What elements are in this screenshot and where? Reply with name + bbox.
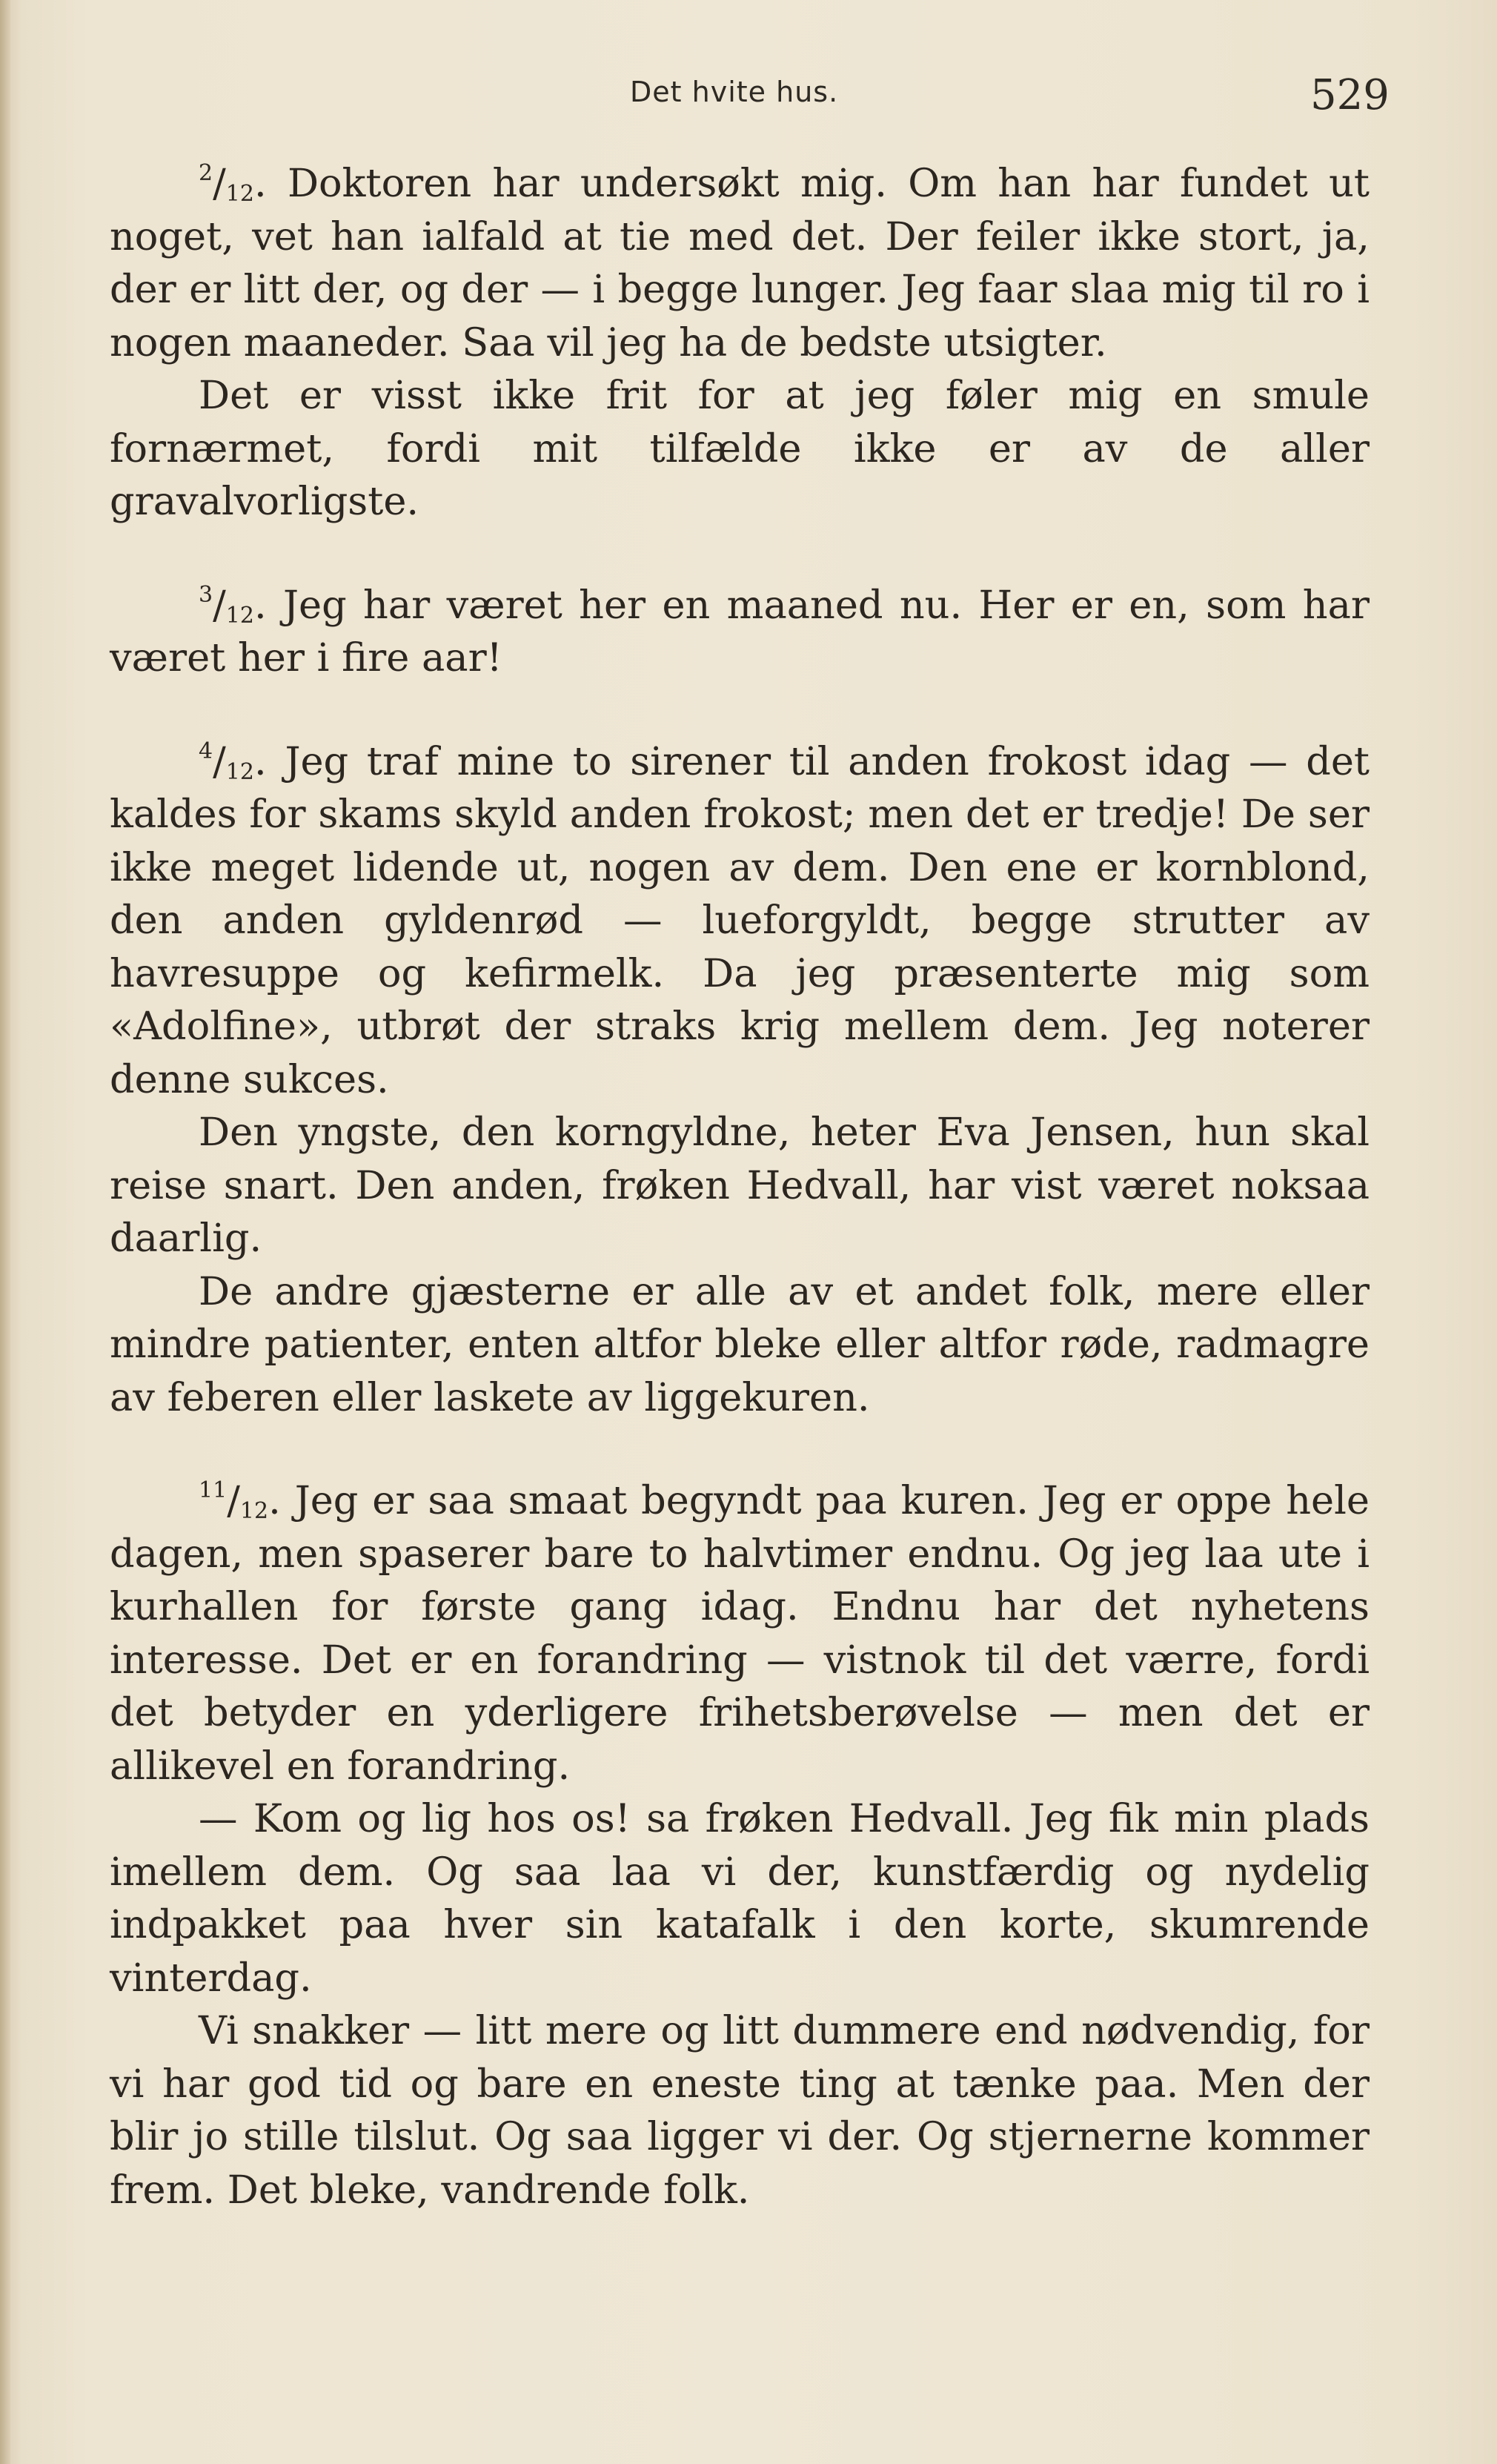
diary-entry [110,735,1370,1425]
diary-entry [110,1474,1370,2216]
entry-date: $^2/_{12}$. [199,160,267,207]
entry-paragraph: $^{11}/_{12}$. Jeg er saa smaat begyndt paa kuren. Jeg er oppe hele dagen, men spaserer bare to halvtimer endnu. Og jeg laa ute i kurhallen for første gang idag. Endnu har det nyhetens interesse. Det er en forandring — vistnok til det værre, fordi det betyder en yderligere frihetsberøvelse — men det er allikevel en forandring. [110,1477,1370,1789]
page-header [0,71,1497,130]
entry-paragraph: Det er visst ikke frit for at jeg føler mig en smule fornærmet, fordi mit tilfælde ikke er av de aller gravalvorligste. [110,373,1370,524]
body-text [110,157,1370,2216]
running-title: Det hvite hus. [630,76,839,108]
diary-entry [110,157,1370,529]
entry-paragraph: — Kom og lig hos os! sa frøken Hedvall. Jeg fik min plads imellem dem. Og saa laa vi der, kunstfærdig og nydelig indpakket paa hver sin katafalk i den korte, skumrende vinterdag. [110,1796,1370,2001]
entry-date: $^{11}/_{12}$. [199,1477,281,1524]
entry-paragraph: Vi snakker — litt mere og litt dummere end nødvendig, for vi har god tid og bare en eneste ting at tænke paa. Men der blir jo stille tilslut. Og saa ligger vi der. Og stjernerne kommer frem. Det bleke, vandrende folk. [110,2008,1370,2213]
entry-paragraph: $^4/_{12}$. Jeg traf mine to sirener til anden frokost idag — det kaldes for skams skyld anden frokost; men det er tredje! De ser ikke meget lidende ut, nogen av dem. Den ene er kornblond, den anden gyldenrød — lueforgyldt, begge strutter av havresuppe og kefirmelk. Da jeg præsenterte mig som «Adolfine», utbrøt der straks krig mellem dem. Jeg noterer denne sukces. [110,738,1370,1102]
entry-date: $^4/_{12}$. [199,738,267,785]
entry-paragraph: Den yngste, den korngyldne, heter Eva Jensen, hun skal reise snart. Den anden, frøken Hedvall, har vist været noksaa daarlig. [110,1110,1370,1261]
entry-date: $^3/_{12}$. [199,581,267,629]
entry-paragraph: $^2/_{12}$. Doktoren har undersøkt mig. Om han har fundet ut noget, vet han ialfald at tie med det. Der feiler ikke stort, ja, der er litt der, og der — i begge lunger. Jeg faar slaa mig til ro i nogen maaneder. Saa vil jeg ha de bedste utsigter. [110,160,1370,365]
diary-entry [110,579,1370,685]
entry-paragraph: De andre gjæsterne er alle av et andet folk, mere eller mindre patienter, enten altfor bleke eller altfor røde, radmagre av feberen eller laskete av liggekuren. [110,1268,1370,1420]
page-number: 529 [1310,71,1390,119]
entry-paragraph: $^3/_{12}$. Jeg har været her en maaned nu. Her er en, som har været her i fire aar! [110,581,1370,680]
page-binding-edge [0,0,10,2464]
